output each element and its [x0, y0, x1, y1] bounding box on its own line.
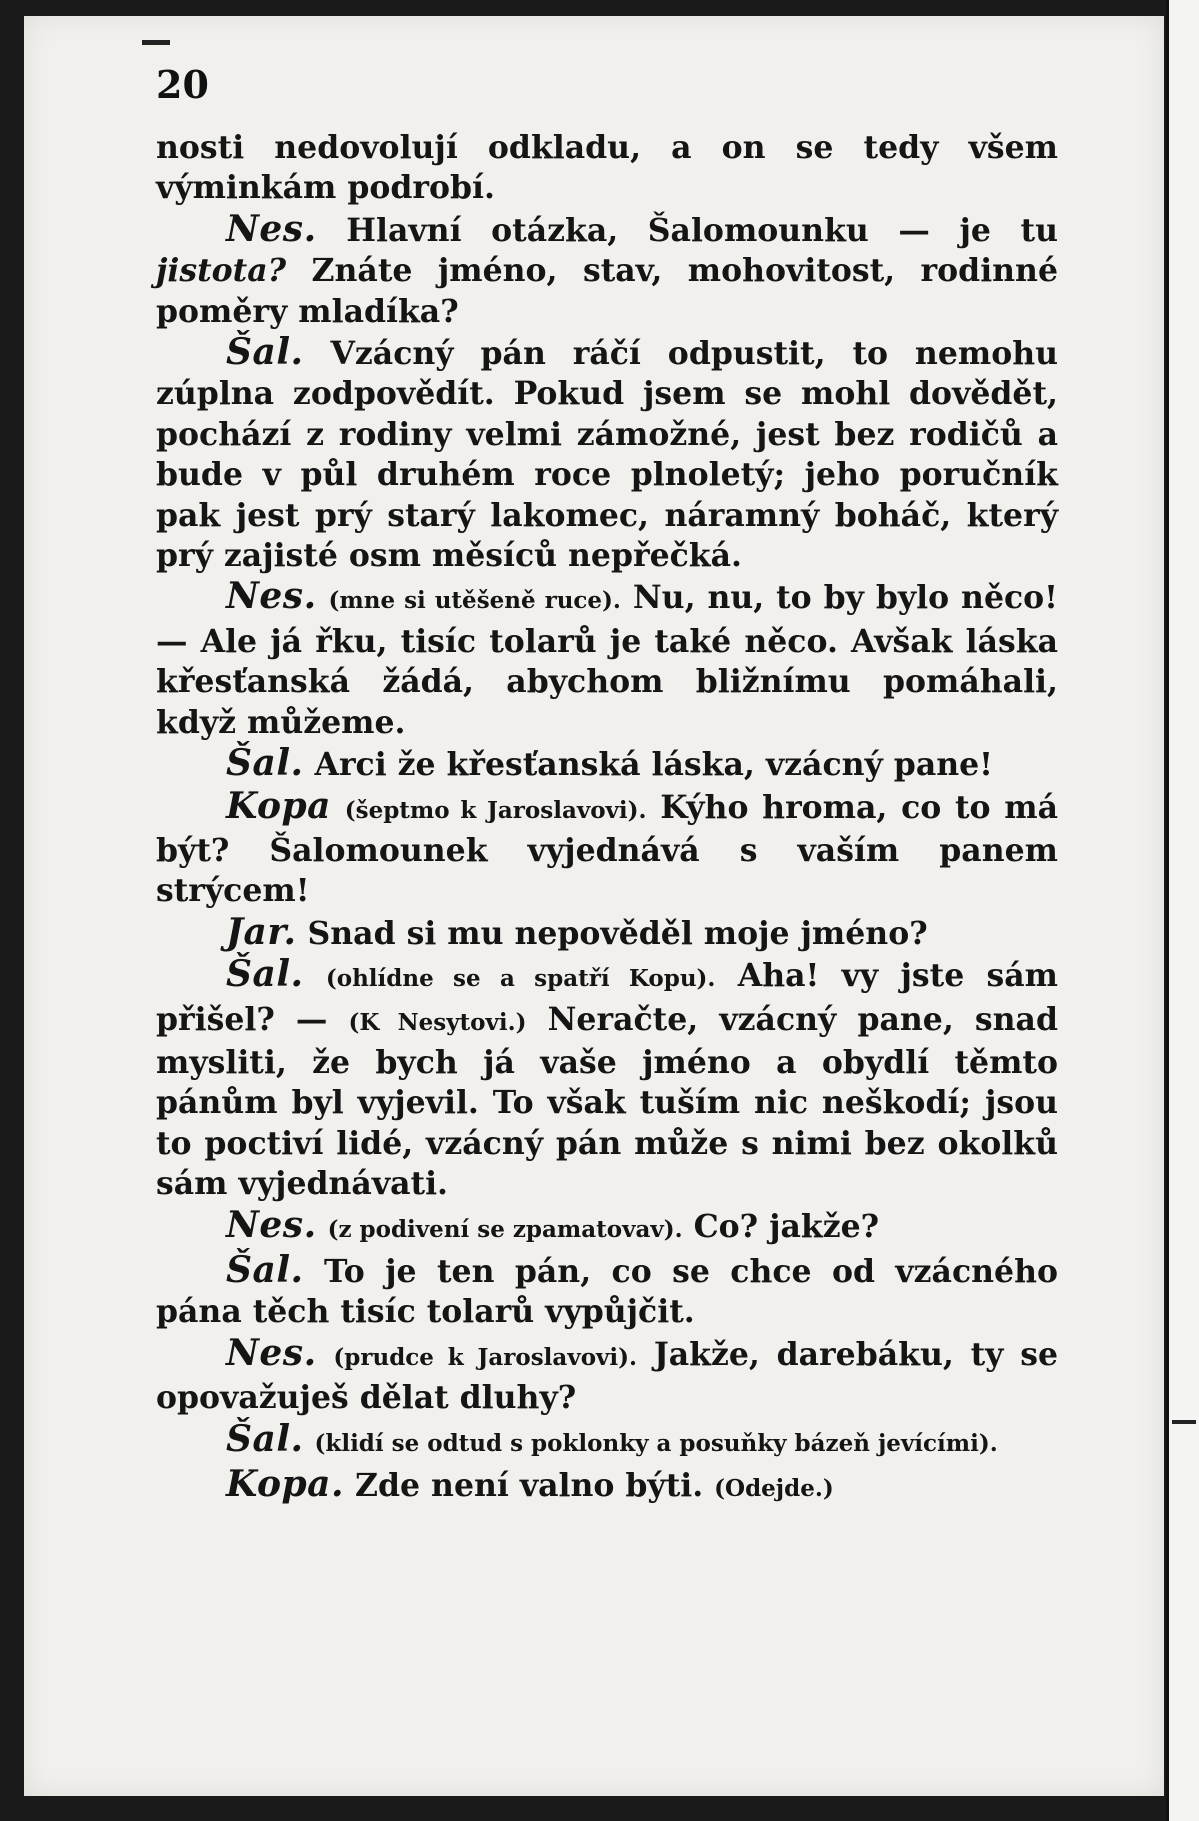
speaker: Kopa	[226, 784, 332, 827]
paragraph	[156, 576, 1058, 743]
stage-direction: (mne si utěšeně ruce).	[328, 587, 621, 615]
stage-direction: (K Nesytovi.)	[348, 1008, 527, 1036]
stage-direction: (z podivení se zpamatovav).	[327, 1215, 683, 1243]
stage-direction: (ohlídne se a spatří Kopu).	[325, 965, 716, 993]
speaker: Šal.	[226, 953, 304, 996]
stage-direction: (prudce k Jaroslavovi).	[333, 1343, 638, 1371]
speaker: Nes.	[226, 1203, 317, 1246]
paragraph	[156, 209, 1058, 332]
paragraph-text: Hlavní otázka, Šalomounku — je tu	[346, 211, 1059, 249]
page-text	[156, 128, 1058, 1509]
speaker: Šal.	[226, 331, 304, 374]
paragraph-text: Kýho hroma, co to má být? Šalomounek vyjednává s vaším panem strýcem!	[156, 788, 1059, 910]
page-number: 20	[156, 62, 209, 107]
paragraph-text: Co? jakže?	[693, 1207, 880, 1245]
speaker: Jar.	[226, 910, 297, 953]
paragraph	[156, 128, 1058, 209]
speaker: Nes.	[226, 575, 317, 618]
paragraph	[156, 1464, 1058, 1509]
paragraph	[156, 1250, 1058, 1333]
paragraph-text: Vzácný pán ráčí odpustit, to nemohu zúplna zodpovědít. Pokud jsem se mohl dovědět, pochází z rodiny velmi zámožné, jest bez rodičů a bude v půl druhém roce plnoletý; jeho poručník pak jest prý starý lakomec, náramný boháč, který prý zajisté osm měsíců nepřečká.	[156, 335, 1059, 575]
paragraph	[156, 954, 1058, 1204]
paragraph	[156, 743, 1058, 785]
speaker: Šal.	[226, 1248, 304, 1291]
emphasis: jistota?	[156, 252, 287, 290]
paragraph	[156, 1419, 1058, 1464]
speaker: Šal.	[226, 742, 304, 785]
paragraph-text: Nu, nu, to by bylo něco! — Ale já řku, tisíc tolarů je také něco. Avšak láska křesťanská žádá, abychom bližnímu pomáhali, když můžeme.	[156, 579, 1059, 741]
speaker: Nes.	[226, 207, 317, 250]
paragraph	[156, 912, 1058, 954]
speaker: Šal.	[226, 1417, 304, 1460]
paragraph-text: Snad si mu nepověděl moje jméno?	[307, 914, 928, 952]
paragraph	[156, 332, 1058, 576]
paragraph-text: Znáte jméno, stav, mohovitost, rodinné poměry mladíka?	[156, 252, 1059, 330]
paragraph-text: Aha! vy jste sám přišel? —	[156, 957, 1059, 1038]
page-edge	[1166, 0, 1199, 1821]
stage-direction: (klidí se odtud s poklonky a posuňky bázeň jevícími).	[314, 1429, 998, 1457]
corner-mark	[142, 40, 170, 45]
speaker: Nes.	[226, 1331, 317, 1374]
paragraph-text: Zde není valno býti.	[355, 1467, 704, 1504]
speaker: Kopa.	[226, 1463, 345, 1505]
stage-direction: (šeptmo k Jaroslavovi).	[344, 796, 647, 824]
edge-mark	[1172, 1420, 1196, 1424]
paragraph-text: Neračte, vzácný pane, snad mysliti, že bych já vaše jméno a obydlí těmto pánům byl vyjevil. To však tuším nic neškodí; jsou to poctiví lidé, vzácný pán může s nimi bez okolků sám vyjednávati.	[156, 1000, 1058, 1203]
paragraph-text: Jakže, darebáku, ty se opovažuješ dělat dluhy?	[156, 1335, 1058, 1417]
paragraph	[156, 1205, 1058, 1250]
paragraph	[156, 786, 1058, 912]
stage-direction: (Odejde.)	[714, 1475, 834, 1502]
paragraph-text: To je ten pán, co se chce od vzácného pána těch tisíc tolarů vypůjčit.	[156, 1252, 1059, 1331]
paragraph-text: nosti nedovolují odkladu, a on se tedy všem výminkám podrobí.	[156, 129, 1058, 207]
paragraph-text: Arci že křesťanská láska, vzácný pane!	[314, 746, 993, 784]
paragraph	[156, 1333, 1058, 1419]
